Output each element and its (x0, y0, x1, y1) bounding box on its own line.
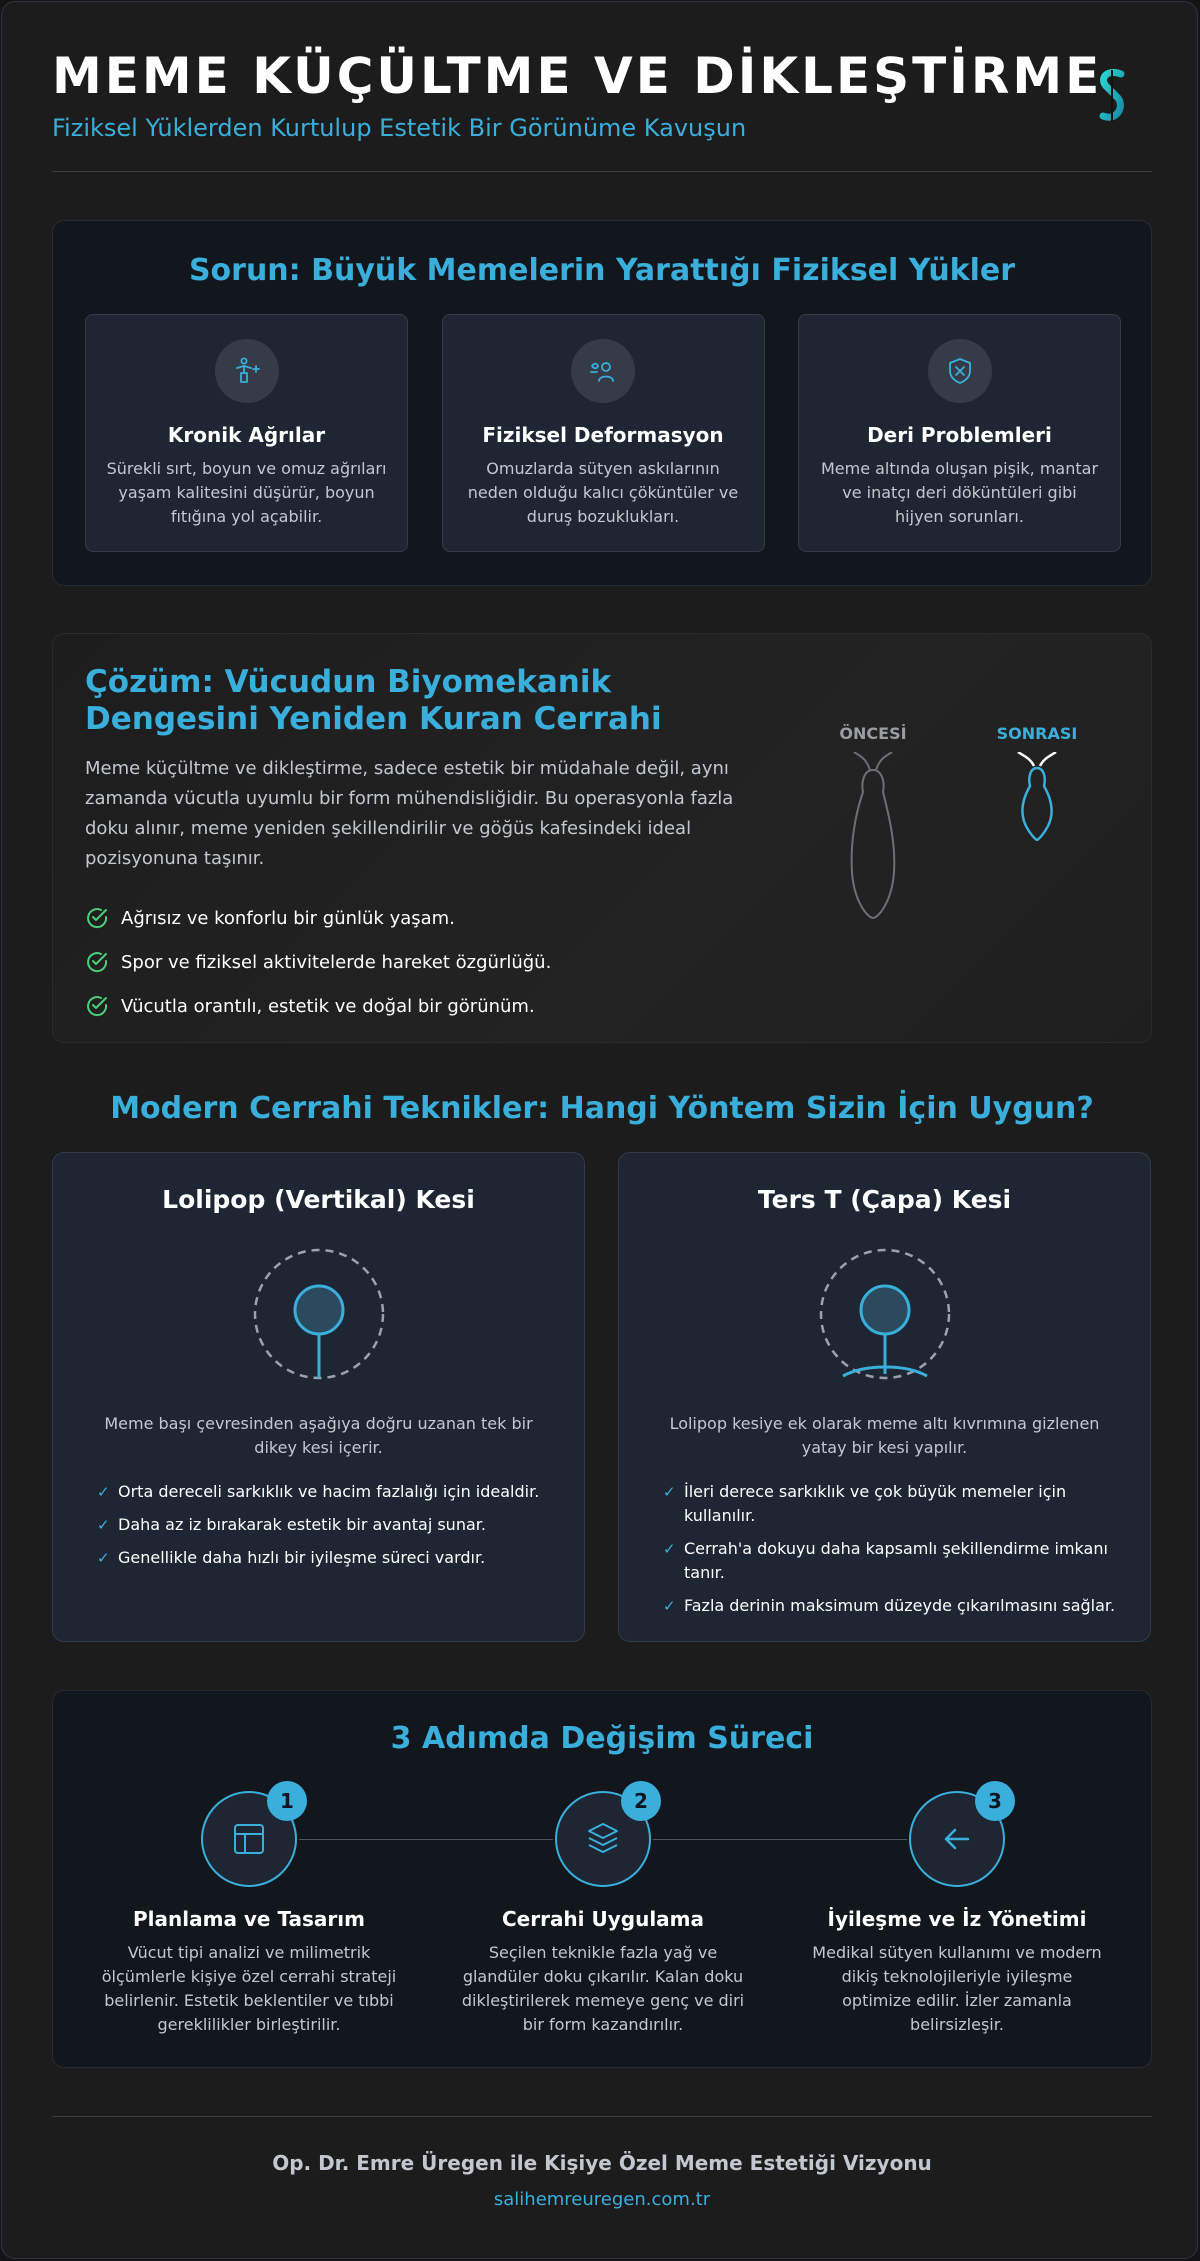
problem-cards (85, 314, 1121, 552)
benefit-text: Vücutla orantılı, estetik ve doğal bir görünüm. (121, 995, 535, 1017)
page-title: MEME KÜÇÜLTME VE DİKLEŞTİRME (52, 47, 1103, 105)
page-subtitle: Fiziksel Yüklerden Kurtulup Estetik Bir Görünüme Kavuşun (52, 114, 747, 142)
technique-title: Lolipop (Vertikal) Kesi (162, 1185, 475, 1214)
check-icon: ✓ (97, 1516, 110, 1534)
list-item (663, 1537, 1123, 1585)
check-icon: ✓ (97, 1483, 110, 1501)
problem-section (52, 220, 1152, 586)
point-text: Fazla derinin maksimum düzeyde çıkarılmasını sağlar. (684, 1596, 1116, 1615)
step-1 (99, 1791, 399, 2037)
check-icon: ✓ (663, 1540, 676, 1558)
problem-card-title: Deri Problemleri (867, 423, 1052, 447)
steps-section (52, 1690, 1152, 2068)
check-circle-icon (85, 906, 109, 930)
list-item (97, 1480, 557, 1504)
step-2 (453, 1791, 753, 2037)
s-logo-icon (1094, 66, 1130, 126)
list-item (97, 1513, 557, 1537)
list-item (663, 1594, 1123, 1618)
point-text: Genellikle daha hızlı bir iyileşme süreci vardır. (118, 1548, 486, 1567)
technique-card-inverted-t (618, 1152, 1151, 1642)
step-3 (807, 1791, 1107, 2037)
point-text: Daha az iz bırakarak estetik bir avantaj sunar. (118, 1515, 486, 1534)
benefit-text: Ağrısız ve konforlu bir günlük yaşam. (121, 907, 455, 929)
lollipop-incision-diagram (249, 1244, 389, 1384)
problem-card-title: Kronik Ağrılar (167, 423, 326, 447)
check-icon: ✓ (663, 1597, 676, 1615)
technique-card-lollipop (52, 1152, 585, 1642)
technique-description: Meme başı çevresinden aşağıya doğru uzanan tek bir dikey kesi içerir. (104, 1414, 533, 1457)
problem-card-text: Omuzlarda sütyen askılarının neden olduğu kalıcı çöküntüler ve duruş bozuklukları. (467, 459, 739, 526)
check-circle-icon (85, 950, 109, 974)
steps-title: 3 Adımda Değişim Süreci (390, 1721, 814, 1756)
technique-title: Ters T (Çapa) Kesi (757, 1185, 1012, 1214)
footer-tagline: Op. Dr. Emre Üregen ile Kişiye Özel Meme Estetiği Vizyonu (272, 2151, 932, 2175)
solution-text: Meme küçültme ve dikleştirme, sadece estetik bir müdahale değil, aynı zamanda vücutla uyumlu bir form mühendisliğidir. Bu operasyonla fazla doku alınır, meme yeniden şekillendirilir ve göğüs kafesindeki ideal pozisyonuna taşınır. (85, 758, 734, 869)
step-text: Vücut tipi analizi ve milimetrik ölçümlerle kişiye özel cerrahi strateji belirlenir. Estetik beklentiler ve tıbbi gereklilikler birleştirilir. (101, 1943, 397, 2034)
problem-card (442, 314, 765, 552)
problem-card-text: Sürekli sırt, boyun ve omuz ağrıları yaşam kalitesini düşürür, boyun fıtığına yol açabilir. (106, 459, 387, 526)
benefit-text: Spor ve fiziksel aktivitelerde hareket özgürlüğü. (121, 951, 552, 973)
problem-card-text: Meme altında oluşan pişik, mantar ve inatçı deri döküntüleri gibi hijyen sorunları. (820, 459, 1099, 526)
step-number: 1 (267, 1781, 307, 1821)
check-icon: ✓ (97, 1549, 110, 1567)
technique-points (663, 1480, 1123, 1618)
layers-icon (555, 1791, 651, 1887)
list-item (97, 1546, 557, 1570)
problem-title: Sorun: Büyük Memelerin Yarattığı Fiziksel Yükler (188, 253, 1016, 288)
after-label: SONRASI (996, 724, 1078, 743)
step-text: Medikal sütyen kullanımı ve modern dikiş teknolojileriyle iyileşme optimize edilir. İzler zamanla belirsizleşir. (812, 1943, 1102, 2034)
shield-x-icon (928, 339, 992, 403)
benefits-list (85, 896, 765, 1028)
step-number: 2 (621, 1781, 661, 1821)
point-text: Cerrah'a dokuyu daha kapsamlı şekillendirme imkanı tanır. (684, 1539, 1108, 1582)
list-item (85, 984, 765, 1028)
before-label: ÖNCESİ (839, 724, 907, 743)
step-title: İyileşme ve İz Yönetimi (827, 1907, 1087, 1931)
check-circle-icon (85, 994, 109, 1018)
techniques-title: Modern Cerrahi Teknikler: Hangi Yöntem Sizin İçin Uygun? (110, 1091, 1094, 1126)
check-icon: ✓ (663, 1483, 676, 1501)
header (52, 48, 1152, 172)
technique-description: Lolipop kesiye ek olarak meme altı kıvrımına gizlenen yatay bir kesi yapılır. (669, 1414, 1100, 1457)
inverted-t-incision-diagram (815, 1244, 955, 1384)
posture-icon (215, 339, 279, 403)
solution-section (52, 633, 1152, 1043)
point-text: Orta dereceli sarkıklık ve hacim fazlalığı için idealdir. (118, 1482, 540, 1501)
problem-card (85, 314, 408, 552)
list-item (85, 896, 765, 940)
layout-icon (201, 1791, 297, 1887)
problem-card (798, 314, 1121, 552)
technique-points (97, 1480, 557, 1570)
step-text: Seçilen teknikle fazla yağ ve glandüler doku çıkarılır. Kalan doku dikleştirilerek memeye genç ve diri bir form kazandırılır. (461, 1943, 745, 2034)
website-link[interactable]: salihemreuregen.com.tr (493, 2189, 711, 2210)
arrow-left-icon (909, 1791, 1005, 1887)
solution-title: Çözüm: Vücudun Biyomekanik Dengesini Yeniden Kuran Cerrahi (85, 664, 662, 737)
list-item (85, 940, 765, 984)
after-silhouette (1012, 752, 1062, 862)
step-title: Cerrahi Uygulama (501, 1907, 705, 1931)
list-item (663, 1480, 1123, 1528)
before-silhouette (848, 752, 898, 922)
footer (52, 2116, 1152, 2210)
before-after-illustration (813, 724, 1113, 944)
infographic-page (1, 1, 1198, 2259)
step-number: 3 (975, 1781, 1015, 1821)
point-text: İleri derece sarkıklık ve çok büyük memeler için kullanılır. (684, 1482, 1067, 1525)
users-icon (571, 339, 635, 403)
problem-card-title: Fiziksel Deformasyon (482, 423, 724, 447)
step-title: Planlama ve Tasarım (133, 1907, 365, 1931)
